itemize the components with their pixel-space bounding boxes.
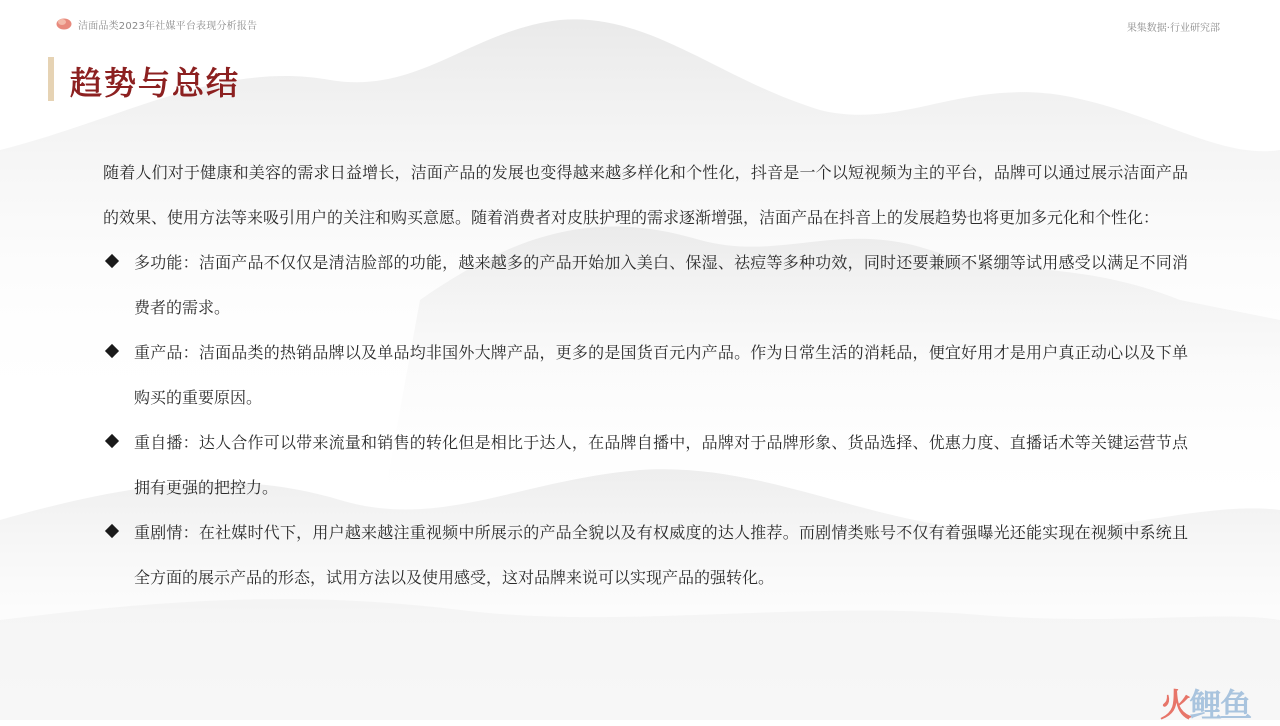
- list-item: [103, 330, 1188, 420]
- org-name: 果集数据·行业研究部: [1126, 23, 1220, 34]
- brand-logo-icon: [56, 16, 72, 30]
- list-item: [103, 420, 1188, 510]
- title-accent-bar: [48, 57, 54, 101]
- diamond-bullet-icon: [105, 434, 119, 448]
- bullet-text: 重产品：洁面品类的热销品牌以及单品均非国外大牌产品，更多的是国货百元内产品。作为日常生活的消耗品，便宜好用才是用户真正动心以及下单购买的重要原因。: [134, 343, 1188, 407]
- report-title: 洁面品类2023年社媒平台表现分析报告: [78, 21, 258, 32]
- watermark-part-2: 鲤鱼: [1190, 686, 1251, 724]
- diamond-bullet-icon: [105, 344, 119, 358]
- diamond-bullet-icon: [105, 524, 119, 538]
- trend-list: [103, 240, 1188, 600]
- page-title: 趋势与总结: [70, 64, 241, 102]
- bullet-text: 重剧情：在社媒时代下，用户越来越注重视频中所展示的产品全貌以及有权威度的达人推荐。而剧情类账号不仅有着强曝光还能实现在视频中系统且全方面的展示产品的形态，试用方法以及使用感受，这对品牌来说可以实现产品的强转化。: [134, 523, 1188, 587]
- diamond-bullet-icon: [105, 254, 119, 268]
- summary-content: [103, 150, 1188, 600]
- intro-paragraph: 随着人们对于健康和美容的需求日益增长，洁面产品的发展也变得越来越多样化和个性化，抖音是一个以短视频为主的平台，品牌可以通过展示洁面产品的效果、使用方法等来吸引用户的关注和购买意愿。随着消费者对皮肤护理的需求逐渐增强，洁面产品在抖音上的发展趋势也将更加多元化和个性化：: [103, 163, 1188, 227]
- bullet-text: 重自播：达人合作可以带来流量和销售的转化但是相比于达人，在品牌自播中，品牌对于品牌形象、货品选择、优惠力度、直播话术等关键运营节点拥有更强的把控力。: [134, 433, 1188, 497]
- list-item: [103, 510, 1188, 600]
- report-header: [0, 0, 1280, 40]
- watermark-part-1: 火: [1160, 686, 1191, 724]
- list-item: [103, 240, 1188, 330]
- watermark-logo: [1160, 680, 1250, 726]
- bullet-text: 多功能：洁面产品不仅仅是清洁脸部的功能，越来越多的产品开始加入美白、保湿、祛痘等多种功效，同时还要兼顾不紧绷等试用感受以满足不同消费者的需求。: [134, 253, 1188, 317]
